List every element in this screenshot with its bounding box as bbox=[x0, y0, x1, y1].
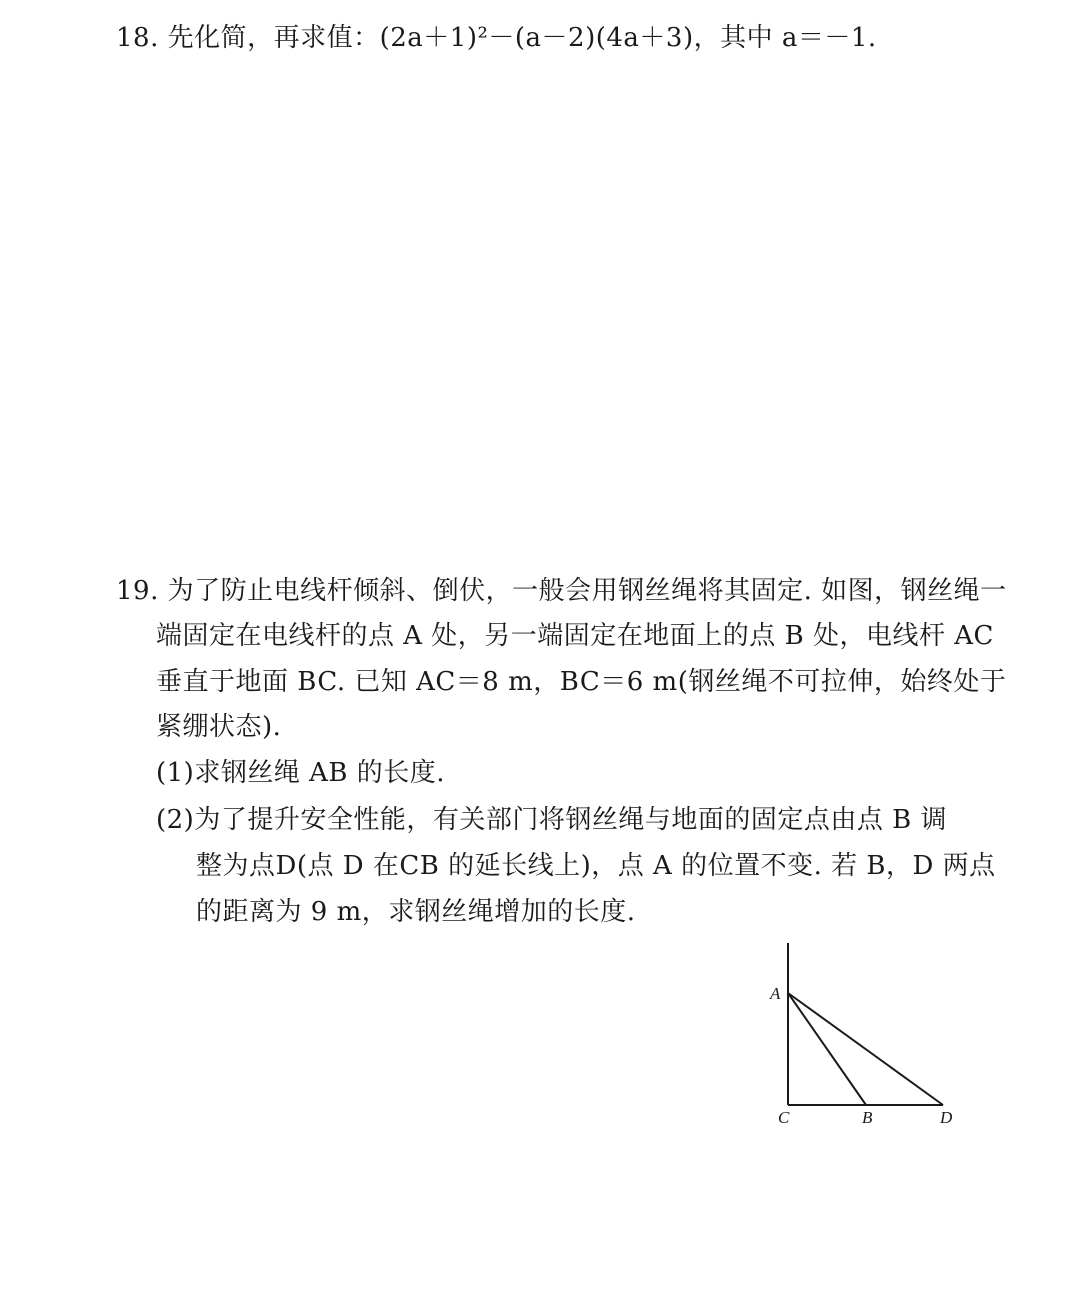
question-19-part-2-line-2: 整为点D(点 D 在CB 的延长线上)，点 A 的位置不变. 若 B，D 两点 bbox=[196, 851, 996, 881]
label-c: C bbox=[778, 1108, 790, 1127]
geometry-figure bbox=[760, 935, 970, 1135]
label-a: A bbox=[770, 984, 781, 1003]
question-19-line-1: 19. 为了防止电线杆倾斜、倒伏，一般会用钢丝绳将其固定. 如图，钢丝绳一 bbox=[116, 576, 1007, 606]
question-19-part-2-line-3: 的距离为 9 m，求钢丝绳增加的长度. bbox=[196, 897, 636, 927]
label-d: D bbox=[940, 1108, 953, 1127]
label-b: B bbox=[862, 1108, 873, 1127]
wire-ad bbox=[788, 993, 943, 1105]
question-19-part-1: (1)求钢丝绳 AB 的长度. bbox=[156, 758, 446, 788]
wire-ab bbox=[788, 993, 866, 1105]
question-19-line-4: 紧绷状态). bbox=[156, 712, 282, 742]
question-19-line-3: 垂直于地面 BC. 已知 AC＝8 m，BC＝6 m(钢丝绳不可拉伸，始终处于 bbox=[156, 667, 1007, 697]
question-19-part-2-line-1: (2)为了提升安全性能，有关部门将钢丝绳与地面的固定点由点 B 调 bbox=[156, 805, 947, 835]
question-18-text: 18. 先化简，再求值：(2a＋1)²－(a－2)(4a＋3)，其中 a＝－1. bbox=[116, 23, 877, 53]
question-19-line-2: 端固定在电线杆的点 A 处，另一端固定在地面上的点 B 处，电线杆 AC bbox=[156, 621, 994, 651]
